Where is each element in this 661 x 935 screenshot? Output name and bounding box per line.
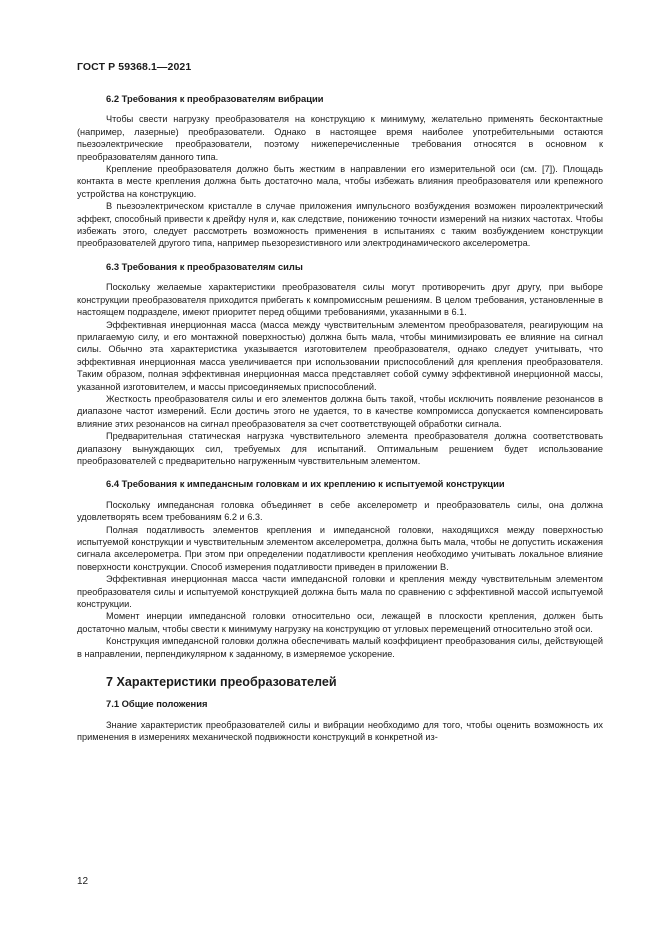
section-6-4-paragraph: Поскольку импедансная головка объединяет в себе акселерометр и преобразователь силы, она должна удовлетворять всем требованиям 6.2 и 6.3. — [77, 499, 603, 523]
section-6-4-paragraph: Эффективная инерционная масса части импедансной головки и крепления между чувствительным элементом преобразователя силы и испытуемой конструкцией должна быть мала по сравнению с эффективной массой испытуемой конструкции. — [77, 574, 603, 610]
section-6-2-paragraph: В пьезоэлектрическом кристалле в случае приложения импульсного возбуждения возможен пироэлектрический эффект, способный привести к дрейфу нуля и, как следствие, понижению точности измерений на низких частотах. Чтобы избежать этого, следует рассмотреть возможность применения в испытаниях с таким возбуждением конструкции преобразователей другого типа, например пьезорезистивного или электродинамического акселерометра. — [77, 201, 603, 249]
section-6-4-paragraph: Полная податливость элементов крепления и импедансной головки, находящихся между поверхностью испытуемой конструкции и чувствительным элементом акселерометра, должна быть мала, чтобы не допустить искажения сигнала акселерометра. При этом при определении податливости крепления необходимо учитывать локальное влияние поверхности конструкции. Способ измерения податливости приведен в приложении В. — [77, 524, 603, 572]
section-7-heading: 7 Характеристики преобразователей — [106, 675, 337, 690]
page-number: 12 — [77, 876, 89, 887]
section-6-3-paragraph: Жесткость преобразователя силы и его элементов должна быть такой, чтобы исключить появление резонансов в диапазоне частот измерений. Если достичь этого не удается, то в качестве компромисса допускается компенсировать влияние этих резонансов на сигнал преобразователя за счет соответствующей обработки сигнала. — [77, 393, 603, 429]
standard-designation: ГОСТ Р 59368.1—2021 — [77, 61, 192, 73]
section-6-2-paragraph: Чтобы свести нагрузку преобразователя на конструкцию к минимуму, желательно применять бесконтактные (например, лазерные) преобразователи. Однако в настоящее время наиболее употребительными остаются пьезоэлектрические преобразователи, поэтому нижеперечисленные требования относятся в основном к преобразователям данного типа. — [77, 114, 603, 162]
section-6-3-paragraph: Поскольку желаемые характеристики преобразователя силы могут противоречить друг другу, при выборе конструкции преобразователя приходится прибегать к компромиссным решениям. В целом требования, установленные в настоящем подразделе, имеют приоритет перед общими требованиями, указанными в 6.1. — [77, 282, 603, 318]
section-7-1-paragraph: Знание характеристик преобразователей силы и вибрации необходимо для того, чтобы оценить возможность их применения в измерениях механической подвижности конструкций в конкретной из- — [77, 719, 603, 743]
section-6-3-paragraph: Предварительная статическая нагрузка чувствительного элемента преобразователя должна соответствовать диапазону вынуждающих сил, требуемых для испытаний. Оптимальным решением будет использование преобразователей с предварительно нагруженным чувствительным элементом. — [77, 431, 603, 466]
section-6-4-heading: 6.4 Требования к импедансным головкам и их креплению к испытуемой конструкции — [106, 478, 505, 490]
section-7-1-heading: 7.1 Общие положения — [106, 698, 208, 710]
section-6-2-paragraph: Крепление преобразователя должно быть жестким в направлении его измерительной оси (см. [7]). Площадь контакта в месте крепления должна быть достаточно мала, чтобы избежать влияния преобразователя или крепежного устройства на конструкцию. — [77, 164, 603, 199]
section-6-3-heading: 6.3 Требования к преобразователям силы — [106, 260, 303, 272]
section-6-3-paragraph: Эффективная инерционная масса (масса между чувствительным элементом преобразователя, реагирующим на прилагаемую силу, и его монтажной поверхностью) должна быть мала, чтобы минимизировать ее влияние на сигнал силы. Обычно эта характеристика указывается изготовителем преобразователя, однако следует учитывать, что эффективная инерционная масса увеличивается при использовании приспособлений для крепления преобразователя. Таким образом, полная эффективная инерционная масса представляет собой сумму эффективной инерционной массы, указанной изготовителем, и массы присоединяемых приспособлений. — [77, 319, 603, 392]
section-6-4-paragraph: Конструкция импедансной головки должна обеспечивать малый коэффициент преобразования силы, действующей в направлении, перпендикулярном к заданному, в измеряемое ускорение. — [77, 636, 603, 659]
section-6-4-paragraph: Момент инерции импедансной головки относительно оси, лежащей в плоскости крепления, должен быть достаточно малым, чтобы свести к минимуму нагрузку на конструкцию от угловых перемещений относительно этой оси. — [77, 611, 603, 634]
section-6-2-heading: 6.2 Требования к преобразователям вибрации — [106, 93, 324, 104]
page-body — [77, 90, 603, 744]
